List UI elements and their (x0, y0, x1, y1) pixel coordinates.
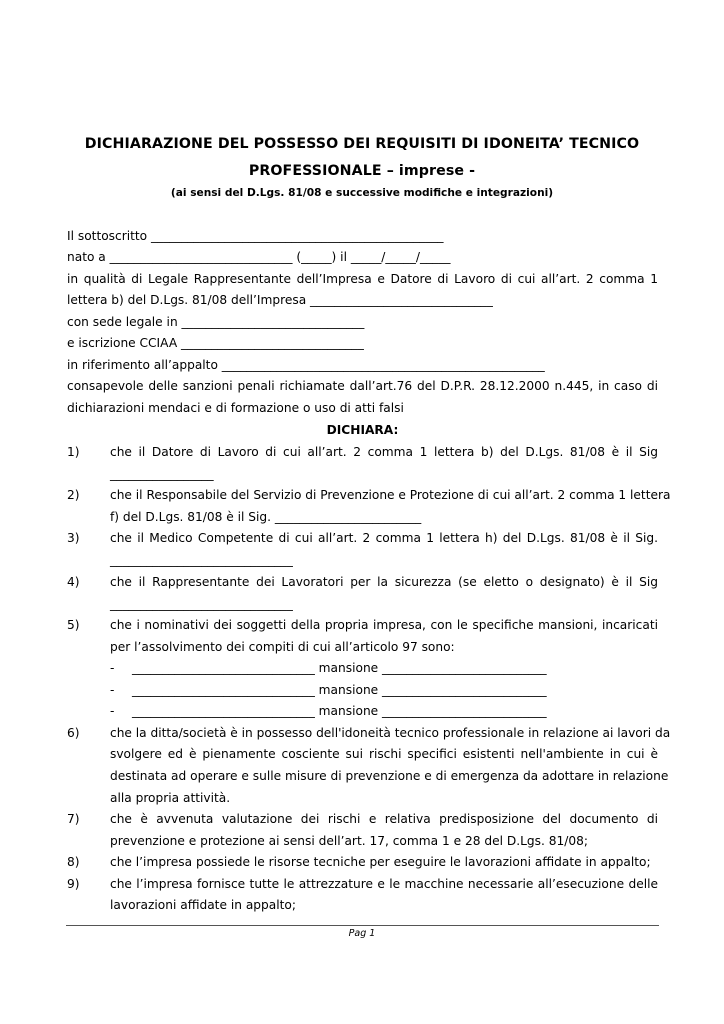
item-number: 3) (67, 531, 80, 545)
item-number: 5) (67, 618, 80, 632)
dichiara-heading: DICHIARA: (326, 423, 399, 437)
item-text: f) del D.Lgs. 81/08 è il Sig. ________________________ (110, 510, 422, 524)
item-text: destinata ad operare e sulle misure di prevenzione e di emergenza da adottare in relazione (110, 769, 669, 783)
title-line-2: PROFESSIONALE – imprese - (248, 163, 476, 179)
item-text: ______________________________ (110, 553, 293, 567)
intro-sede: con sede legale in ______________________________ (67, 315, 365, 329)
item-text: svolgere ed è pienamente cosciente sui rischi specifici esistenti nell'ambiente in cui è (110, 747, 658, 761)
item-text: che il Rappresentante dei Lavoratori per la sicurezza (se eletto o designato) è il Sig (110, 575, 658, 589)
intro-lettera: lettera b) del D.Lgs. 81/08 dell’Impresa ______________________________ (67, 293, 493, 307)
mansione-dash: - (110, 704, 115, 718)
mansione-row: ______________________________ mansione ___________________________ (132, 683, 547, 697)
item-number: 7) (67, 812, 80, 826)
intro-qualita: in qualità di Legale Rappresentante dell’Impresa e Datore di Lavoro di cui all’art. 2 comma 1 (67, 272, 658, 286)
intro-dichiarazioni: dichiarazioni mendaci e di formazione o uso di atti falsi (67, 401, 404, 415)
intro-consapevole: consapevole delle sanzioni penali richiamate dall’art.76 del D.P.R. 28.12.2000 n.445, in caso di (67, 379, 658, 393)
item-number: 2) (67, 488, 80, 502)
item-text: che il Medico Competente di cui all’art. 2 comma 1 lettera h) del D.Lgs. 81/08 è il Sig. (110, 531, 658, 545)
intro-appalto: in riferimento all’appalto _____________________________________________________ (67, 358, 545, 372)
item-text: ______________________________ (110, 597, 293, 611)
item-text: che l’impresa possiede le risorse tecniche per eseguire le lavorazioni affidate in appalto; (110, 855, 651, 869)
item-number: 6) (67, 726, 80, 740)
footer-divider (66, 925, 659, 926)
mansione-row: ______________________________ mansione ___________________________ (132, 661, 547, 675)
item-text: che la ditta/società è in possesso dell'idoneità tecnico professionale in relazione ai lavori da (110, 726, 671, 740)
intro-sottoscritto: Il sottoscritto ________________________________________________ (67, 229, 444, 243)
item-number: 9) (67, 877, 80, 891)
item-text: che è avvenuta valutazione dei rischi e relativa predisposizione del documento di (110, 812, 658, 826)
item-number: 1) (67, 445, 80, 459)
item-text: che il Responsabile del Servizio di Prevenzione e Protezione di cui all’art. 2 comma 1 lettera (110, 488, 671, 502)
intro-cciaa: e iscrizione CCIAA ______________________________ (67, 336, 364, 350)
intro-nato: nato a ______________________________ (_____) il _____/_____/_____ (67, 250, 451, 264)
subtitle: (ai sensi del D.Lgs. 81/08 e successive modifiche e integrazioni) (170, 187, 554, 199)
item-text: che il Datore di Lavoro di cui all’art. 2 comma 1 lettera b) del D.Lgs. 81/08 è il Sig (110, 445, 658, 459)
page-number: Pag 1 (348, 928, 376, 939)
item-text: che i nominativi dei soggetti della propria impresa, con le specifiche mansioni, incaricati (110, 618, 658, 632)
mansione-row: ______________________________ mansione ___________________________ (132, 704, 547, 718)
item-text: prevenzione e protezione ai sensi dell’art. 17, comma 1 e 28 del D.Lgs. 81/08; (110, 834, 588, 848)
title-line-1: DICHIARAZIONE DEL POSSESSO DEI REQUISITI DI IDONEITA’ TECNICO (84, 136, 640, 152)
item-number: 8) (67, 855, 80, 869)
item-text: per l’assolvimento dei compiti di cui all’articolo 97 sono: (110, 640, 455, 654)
item-text: _________________ (110, 467, 214, 481)
item-number: 4) (67, 575, 80, 589)
item-text: che l’impresa fornisce tutte le attrezzature e le macchine necessarie all’esecuzione delle (110, 877, 658, 891)
item-text: lavorazioni affidate in appalto; (110, 898, 296, 912)
mansione-dash: - (110, 661, 115, 675)
mansione-dash: - (110, 683, 115, 697)
item-text: alla propria attività. (110, 791, 231, 805)
